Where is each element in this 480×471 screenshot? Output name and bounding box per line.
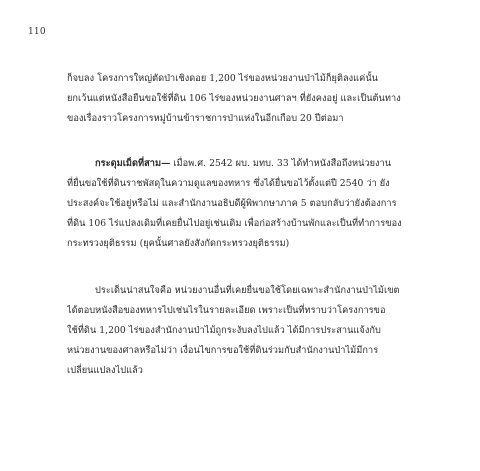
- section-heading: กระดุมเม็ดที่สาม—: [95, 157, 171, 169]
- text-line: ยกเว้นแต่หนังสือยืนขอใช้ที่ดิน 106 ไร่ของหน่วยงานศาลฯ ที่ยังคงอยู่ และเป็นต้นทาง: [67, 93, 401, 105]
- text-line: ได้ตอบหนังสือของทหารไปเช่นไรในรายละเอียด เพราะเป็นที่ทราบว่าโครงการขอ: [67, 304, 386, 316]
- text-line: หน่วยงานของศาลหรือไม่ว่า เงื่อนไขการขอใช้ที่ดินร่วมกับสำนักงานป่าไม้มีการ: [67, 345, 379, 357]
- paragraph-1: [67, 69, 413, 130]
- text-line: ประเด็นน่าสนใจคือ หน่วยงานอื่นที่เคยยื่นขอใช้โดยเฉพาะสำนักงานป่าไม้เขต: [95, 284, 400, 296]
- page-number: 110: [28, 27, 46, 37]
- paragraph-3: [67, 281, 413, 382]
- text-line-rest: เมื่อพ.ศ. 2542 ผบ. มทบ. 33 ได้ทำหนังสือถึงหน่วยงาน: [170, 157, 392, 169]
- text-line: ใช้ที่ดิน 1,200 ไร่ของสำนักงานป่าไม้ถูกระงับลงไปแล้ว ได้มีการประสานแจ้งกับ: [67, 325, 381, 337]
- paragraph-2: [67, 154, 413, 255]
- text-line: ที่ยื่นขอใช้ที่ดินราชพัสดุในความดูแลของทหาร ซึ่งได้ยื่นขอไว้ตั้งแต่ปี 2540 ว่า ยัง: [67, 177, 390, 189]
- text-line: เปลี่ยนแปลงไปแล้ว: [67, 365, 143, 377]
- text-line: ที่ดิน 106 ไร่แปลงเดิมที่เคยยื่นไปอยู่เช่นเดิม เพื่อก่อสร้างบ้านพักและเป็นที่ทำการของ: [67, 218, 402, 230]
- text-line: ประสงค์จะใช้อยู่หรือไม่ และสำนักงานอธิบดีผู้พิพากษาภาค 5 ตอบกลับว่ายังต้องการ: [67, 198, 397, 210]
- text-line: [67, 154, 413, 174]
- text-line: ของเรื่องราวโครงการหมู่บ้านข้าราชการป่าแห่งในอีกเกือบ 20 ปีต่อมา: [67, 113, 344, 125]
- text-line: ก็จบลง โครงการใหญ่ตัดป่าเชิงดอย 1,200 ไร่ของหน่วยงานป่าไม้ก็ยุติลงแค่นั้น: [67, 73, 379, 84]
- text-line: กระทรวงยุติธรรม (ยุคนั้นศาลยังสังกัดกระทรวงยุติธรรม): [67, 238, 290, 250]
- body-text: [67, 69, 413, 382]
